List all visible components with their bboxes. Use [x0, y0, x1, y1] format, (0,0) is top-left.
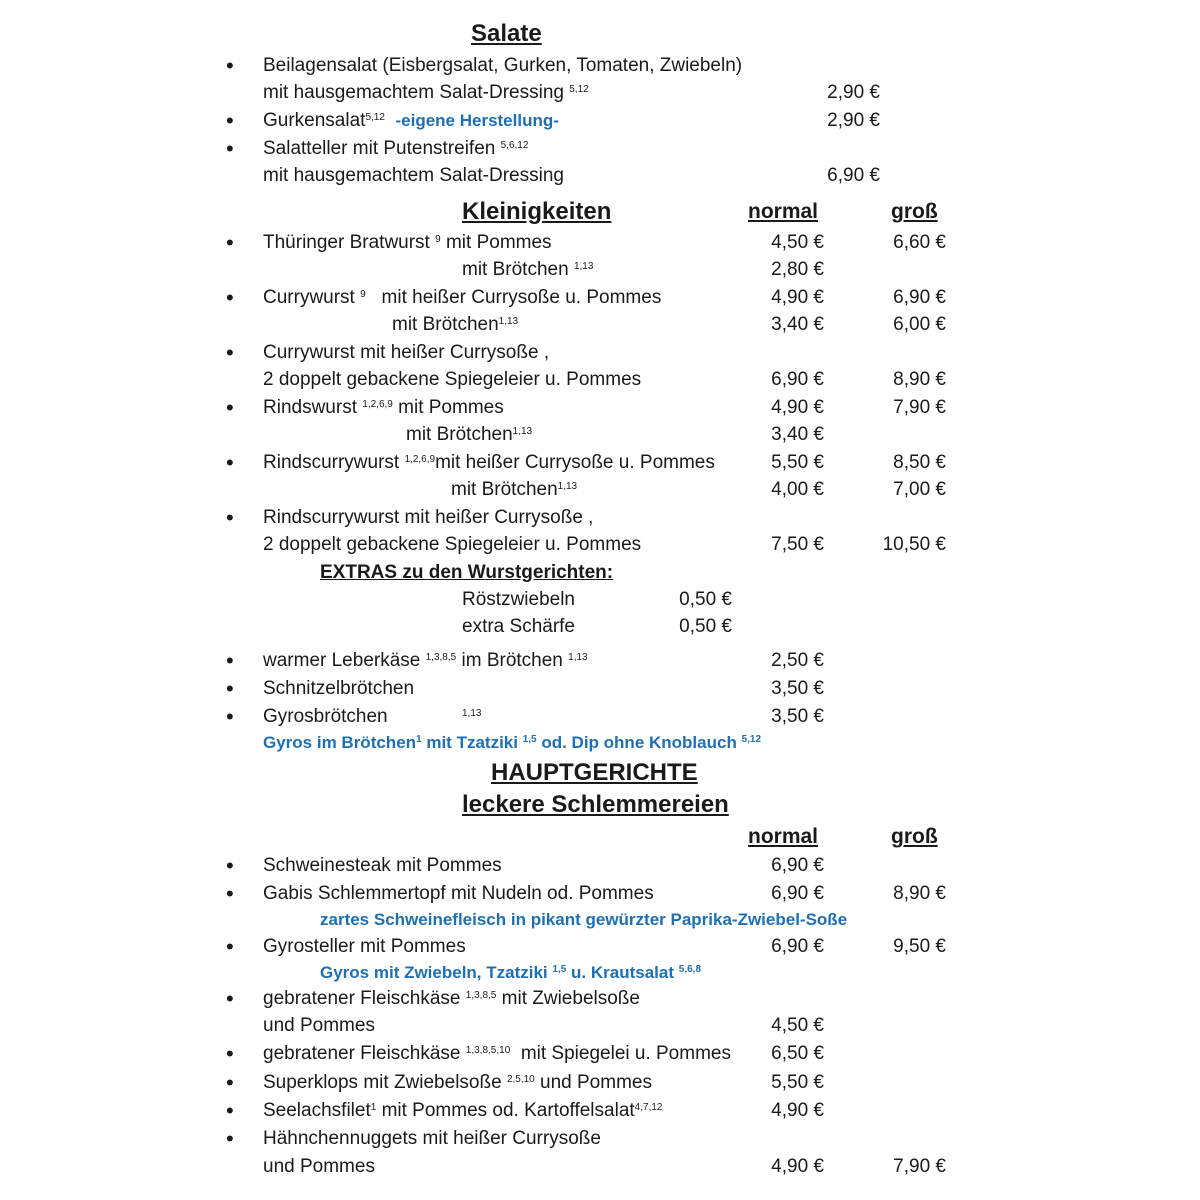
price-normal: 4,50 €: [771, 1015, 824, 1036]
menu-item-variant: mit Brötchen$^{1,13}$: [406, 424, 533, 445]
price-gross: 6,90 €: [893, 287, 946, 308]
menu-item-bratwurst: Thüringer Bratwurst $^9$ mit Pommes: [263, 232, 552, 253]
price-gross: 7,00 €: [893, 479, 946, 500]
extras-title: EXTRAS zu den Wurstgerichten:: [320, 562, 614, 583]
menu-item-gyrosbroetchen: Gyrosbrötchen: [263, 706, 388, 727]
section-title-hauptgerichte: HAUPTGERICHTE: [491, 759, 698, 786]
menu-item-desc: und Pommes: [263, 1156, 375, 1177]
bullet-icon: •: [226, 108, 234, 133]
menu-item-gurkensalat: Gurkensalat$^{5,12}$ -eigene Herstellung-: [263, 110, 559, 131]
menu-item-rindscurry-spiegelei: Rindscurrywurst mit heißer Currysoße ,: [263, 507, 594, 528]
bullet-icon: •: [226, 704, 234, 729]
menu-item-fleischkaese: gebratener Fleischkäse $^{1,3,8,5}$ mit Zwiebelsoße: [263, 988, 640, 1009]
menu-note: Gyros mit Zwiebeln, Tzatziki $^{1,5}$ u. Krautsalat $^{5,6,8}$: [320, 963, 702, 982]
extra-item: Röstzwiebeln: [462, 589, 575, 610]
menu-item-gyrosteller: Gyrosteller mit Pommes: [263, 936, 466, 957]
bullet-icon: •: [226, 450, 234, 475]
menu-item-leberkaese: warmer Leberkäse $^{1,3,8,5}$ im Brötchen $^{1,13}$: [263, 650, 588, 671]
menu-item-desc: und Pommes: [263, 1015, 375, 1036]
price-normal: 4,90 €: [771, 397, 824, 418]
bullet-icon: •: [226, 395, 234, 420]
price-normal: 4,90 €: [771, 287, 824, 308]
menu-note: -eigene Herstellung-: [395, 111, 559, 130]
menu-item-schweinesteak: Schweinesteak mit Pommes: [263, 855, 502, 876]
bullet-icon: •: [226, 53, 234, 78]
bullet-icon: •: [226, 1126, 234, 1151]
price-normal: 3,50 €: [771, 706, 824, 727]
price-gross: 10,50 €: [882, 534, 946, 555]
bullet-icon: •: [226, 676, 234, 701]
price: 6,90 €: [827, 165, 880, 186]
bullet-icon: •: [226, 136, 234, 161]
bullet-icon: •: [226, 853, 234, 878]
price-normal: 7,50 €: [771, 534, 824, 555]
price-gross: 7,90 €: [893, 1156, 946, 1177]
column-header-normal: normal: [748, 200, 819, 223]
menu-note: zartes Schweinefleisch in pikant gewürzter Paprika-Zwiebel-Soße: [320, 910, 848, 929]
allergen-note: 1,13: [462, 708, 482, 719]
bullet-icon: •: [226, 1041, 234, 1066]
extra-item: extra Schärfe: [462, 616, 575, 637]
section-title-salate: Salate: [471, 20, 542, 47]
menu-item-variant: mit Brötchen $^{1,13}$: [462, 259, 594, 280]
column-header-gross: groß: [891, 200, 938, 223]
menu-item-haehnchennuggets: Hähnchennuggets mit heißer Currysoße: [263, 1128, 601, 1149]
price-gross: 6,60 €: [893, 232, 946, 253]
menu-item-salatteller: Salatteller mit Putenstreifen $^{5,6,12}$: [263, 138, 529, 159]
menu-item-desc: 2 doppelt gebackene Spiegeleier u. Pommes: [263, 369, 642, 390]
column-header-normal: normal: [748, 825, 819, 848]
bullet-icon: •: [226, 1098, 234, 1123]
menu-item-schlemmertopf: Gabis Schlemmertopf mit Nudeln od. Pommes: [263, 883, 654, 904]
price-gross: 7,90 €: [893, 397, 946, 418]
menu-item-rindswurst: Rindswurst $^{1,2,6,9}$ mit Pommes: [263, 397, 504, 418]
price-gross: 8,90 €: [893, 883, 946, 904]
menu-item-variant: mit Brötchen$^{1,13}$: [451, 479, 578, 500]
menu-item-desc: mit hausgemachtem Salat-Dressing: [263, 165, 564, 186]
price-normal: 6,90 €: [771, 883, 824, 904]
menu-item-beilagensalat: Beilagensalat (Eisbergsalat, Gurken, Tomaten, Zwiebeln): [263, 55, 743, 76]
section-title-kleinigkeiten: Kleinigkeiten: [462, 198, 612, 225]
section-subtitle: leckere Schlemmereien: [462, 791, 729, 818]
price-gross: 8,50 €: [893, 452, 946, 473]
price-gross: 6,00 €: [893, 314, 946, 335]
bullet-icon: •: [226, 230, 234, 255]
bullet-icon: •: [226, 934, 234, 959]
menu-item-desc: 2 doppelt gebackene Spiegeleier u. Pommes: [263, 534, 642, 555]
menu-item-superklops: Superklops mit Zwiebelsoße $^{2,5,10}$ und Pommes: [263, 1072, 652, 1093]
price: 2,90 €: [827, 110, 880, 131]
menu-item-fleischkaese-spiegelei: gebratener Fleischkäse $^{1,3,8,5,10}$ mit Spiegelei u. Pommes: [263, 1043, 731, 1064]
bullet-icon: •: [226, 285, 234, 310]
bullet-icon: •: [226, 505, 234, 530]
price-normal: 6,90 €: [771, 936, 824, 957]
price: 0,50 €: [679, 616, 732, 637]
price-normal: 3,40 €: [771, 424, 824, 445]
menu-item-schnitzelbroetchen: Schnitzelbrötchen: [263, 678, 415, 699]
price-normal: 3,40 €: [771, 314, 824, 335]
menu-item-rindscurrywurst: Rindscurrywurst $^{1,2,6,9}$mit heißer Currysoße u. Pommes: [263, 452, 715, 473]
menu-item-currywurst: Currywurst $^9$ mit heißer Currysoße u. Pommes: [263, 287, 662, 308]
bullet-icon: •: [226, 881, 234, 906]
price-normal: 3,50 €: [771, 678, 824, 699]
bullet-icon: •: [226, 1070, 234, 1095]
price-normal: 4,90 €: [771, 1156, 824, 1177]
column-header-gross: groß: [891, 825, 938, 848]
price-normal: 2,80 €: [771, 259, 824, 280]
price-gross: 8,90 €: [893, 369, 946, 390]
bullet-icon: •: [226, 648, 234, 673]
price-normal: 4,50 €: [771, 232, 824, 253]
menu-item-desc: mit hausgemachtem Salat-Dressing $^{5,12}$: [263, 82, 589, 103]
price: 2,90 €: [827, 82, 880, 103]
price-normal: 5,50 €: [771, 1072, 824, 1093]
bullet-icon: •: [226, 986, 234, 1011]
price-normal: 6,50 €: [771, 1043, 824, 1064]
menu-note-gyros: Gyros im Brötchen$^1$ mit Tzatziki $^{1,5}$ od. Dip ohne Knoblauch $^{5,12}$: [263, 733, 762, 752]
menu-item-currywurst-spiegelei: Currywurst mit heißer Currysoße ,: [263, 342, 550, 363]
price-normal: 2,50 €: [771, 650, 824, 671]
price-normal: 5,50 €: [771, 452, 824, 473]
menu-item-variant: mit Brötchen$^{1,13}$: [392, 314, 519, 335]
price-gross: 9,50 €: [893, 936, 946, 957]
price-normal: 6,90 €: [771, 369, 824, 390]
price-normal: 6,90 €: [771, 855, 824, 876]
price-normal: 4,90 €: [771, 1100, 824, 1121]
menu-item-seelachsfilet: Seelachsfilet$^1$ mit Pommes od. Kartoffelsalat$^{4,7,12}$: [263, 1100, 663, 1121]
price-normal: 4,00 €: [771, 479, 824, 500]
price: 0,50 €: [679, 589, 732, 610]
bullet-icon: •: [226, 340, 234, 365]
